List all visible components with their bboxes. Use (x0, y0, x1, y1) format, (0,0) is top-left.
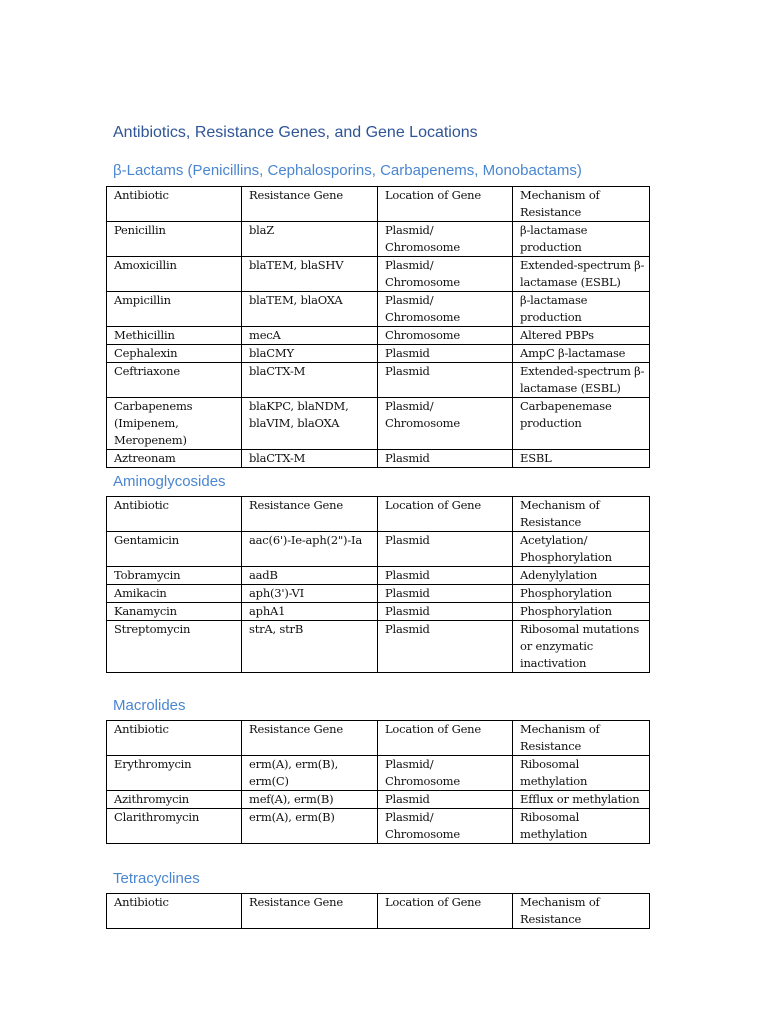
cell-mechanism: ESBL (513, 450, 650, 468)
cell-mechanism: Extended-spectrum β-lactamase (ESBL) (513, 257, 650, 292)
table-header-row (107, 721, 650, 756)
section-heading-tetracyclines: Tetracyclines (113, 870, 200, 887)
cell-antibiotic: Ampicillin (107, 292, 242, 327)
cell-mechanism: β-lactamase production (513, 292, 650, 327)
cell-mechanism: Adenylylation (513, 567, 650, 585)
cell-location: Plasmid (378, 450, 513, 468)
header-antibiotic: Antibiotic (107, 187, 242, 222)
cell-gene: aphA1 (242, 603, 378, 621)
header-resistance-gene: Resistance Gene (242, 894, 378, 929)
table-header-row (107, 497, 650, 532)
cell-location: Plasmid (378, 567, 513, 585)
beta-lactams-table (106, 186, 650, 468)
header-mechanism: Mechanism of Resistance (513, 894, 650, 929)
cell-location: Plasmid (378, 363, 513, 398)
cell-location: Plasmid (378, 791, 513, 809)
cell-location: Plasmid/ Chromosome (378, 398, 513, 450)
cell-antibiotic: Penicillin (107, 222, 242, 257)
cell-gene: mef(A), erm(B) (242, 791, 378, 809)
cell-mechanism: Phosphorylation (513, 585, 650, 603)
cell-gene: blaTEM, blaSHV (242, 257, 378, 292)
table-row (107, 756, 650, 791)
cell-location: Plasmid (378, 585, 513, 603)
cell-gene: blaZ (242, 222, 378, 257)
section-heading-aminoglycosides: Aminoglycosides (113, 473, 226, 490)
header-resistance-gene: Resistance Gene (242, 497, 378, 532)
cell-mechanism: Altered PBPs (513, 327, 650, 345)
cell-antibiotic: Amoxicillin (107, 257, 242, 292)
cell-mechanism: Extended-spectrum β-lactamase (ESBL) (513, 363, 650, 398)
header-location: Location of Gene (378, 497, 513, 532)
header-resistance-gene: Resistance Gene (242, 721, 378, 756)
header-mechanism: Mechanism of Resistance (513, 721, 650, 756)
cell-location: Plasmid/ Chromosome (378, 809, 513, 844)
page-title: Antibiotics, Resistance Genes, and Gene Locations (113, 124, 478, 141)
cell-gene: blaCTX-M (242, 450, 378, 468)
cell-gene: erm(A), erm(B) (242, 809, 378, 844)
table-row (107, 450, 650, 468)
cell-mechanism: Efflux or methylation (513, 791, 650, 809)
cell-mechanism: Acetylation/ Phosphorylation (513, 532, 650, 567)
cell-location: Plasmid (378, 603, 513, 621)
table-row (107, 257, 650, 292)
cell-antibiotic: Cephalexin (107, 345, 242, 363)
header-location: Location of Gene (378, 721, 513, 756)
cell-location: Plasmid (378, 532, 513, 567)
tetracyclines-table (106, 893, 650, 929)
cell-mechanism: β-lactamase production (513, 222, 650, 257)
cell-gene: blaKPC, blaNDM, blaVIM, blaOXA (242, 398, 378, 450)
cell-mechanism: Ribosomal methylation (513, 809, 650, 844)
cell-mechanism: AmpC β-lactamase (513, 345, 650, 363)
table-row (107, 585, 650, 603)
cell-gene: erm(A), erm(B), erm(C) (242, 756, 378, 791)
cell-gene: strA, strB (242, 621, 378, 673)
cell-antibiotic: Methicillin (107, 327, 242, 345)
table-row (107, 603, 650, 621)
header-antibiotic: Antibiotic (107, 894, 242, 929)
header-resistance-gene: Resistance Gene (242, 187, 378, 222)
header-location: Location of Gene (378, 187, 513, 222)
macrolides-table (106, 720, 650, 844)
table-row (107, 791, 650, 809)
table-row (107, 327, 650, 345)
cell-antibiotic: Kanamycin (107, 603, 242, 621)
cell-gene: mecA (242, 327, 378, 345)
cell-location: Plasmid (378, 621, 513, 673)
cell-mechanism: Phosphorylation (513, 603, 650, 621)
cell-gene: aadB (242, 567, 378, 585)
cell-antibiotic: Azithromycin (107, 791, 242, 809)
table-row (107, 363, 650, 398)
table-row (107, 398, 650, 450)
section-heading-beta-lactams: β-Lactams (Penicillins, Cephalosporins, Carbapenems, Monobactams) (113, 162, 582, 179)
section-heading-macrolides: Macrolides (113, 697, 186, 714)
cell-mechanism: Carbapenemase production (513, 398, 650, 450)
table-row (107, 292, 650, 327)
cell-location: Chromosome (378, 327, 513, 345)
aminoglycosides-table (106, 496, 650, 673)
cell-mechanism: Ribosomal mutations or enzymatic inactivation (513, 621, 650, 673)
cell-gene: blaCMY (242, 345, 378, 363)
cell-location: Plasmid/ Chromosome (378, 292, 513, 327)
cell-antibiotic: Aztreonam (107, 450, 242, 468)
table-row (107, 809, 650, 844)
cell-gene: aph(3')-VI (242, 585, 378, 603)
cell-antibiotic: Ceftriaxone (107, 363, 242, 398)
cell-antibiotic: Tobramycin (107, 567, 242, 585)
cell-location: Plasmid (378, 345, 513, 363)
cell-antibiotic: Clarithromycin (107, 809, 242, 844)
cell-antibiotic: Gentamicin (107, 532, 242, 567)
header-location: Location of Gene (378, 894, 513, 929)
header-mechanism: Mechanism of Resistance (513, 187, 650, 222)
table-header-row (107, 894, 650, 929)
cell-location: Plasmid/ Chromosome (378, 222, 513, 257)
table-header-row (107, 187, 650, 222)
table-row (107, 532, 650, 567)
header-antibiotic: Antibiotic (107, 721, 242, 756)
cell-gene: aac(6')-Ie-aph(2")-Ia (242, 532, 378, 567)
header-mechanism: Mechanism of Resistance (513, 497, 650, 532)
cell-gene: blaTEM, blaOXA (242, 292, 378, 327)
cell-mechanism: Ribosomal methylation (513, 756, 650, 791)
table-row (107, 345, 650, 363)
cell-antibiotic: Erythromycin (107, 756, 242, 791)
cell-antibiotic: Amikacin (107, 585, 242, 603)
table-row (107, 621, 650, 673)
table-row (107, 222, 650, 257)
header-antibiotic: Antibiotic (107, 497, 242, 532)
cell-antibiotic: Streptomycin (107, 621, 242, 673)
cell-gene: blaCTX-M (242, 363, 378, 398)
table-row (107, 567, 650, 585)
cell-location: Plasmid/ Chromosome (378, 257, 513, 292)
cell-antibiotic: Carbapenems (Imipenem, Meropenem) (107, 398, 242, 450)
cell-location: Plasmid/ Chromosome (378, 756, 513, 791)
